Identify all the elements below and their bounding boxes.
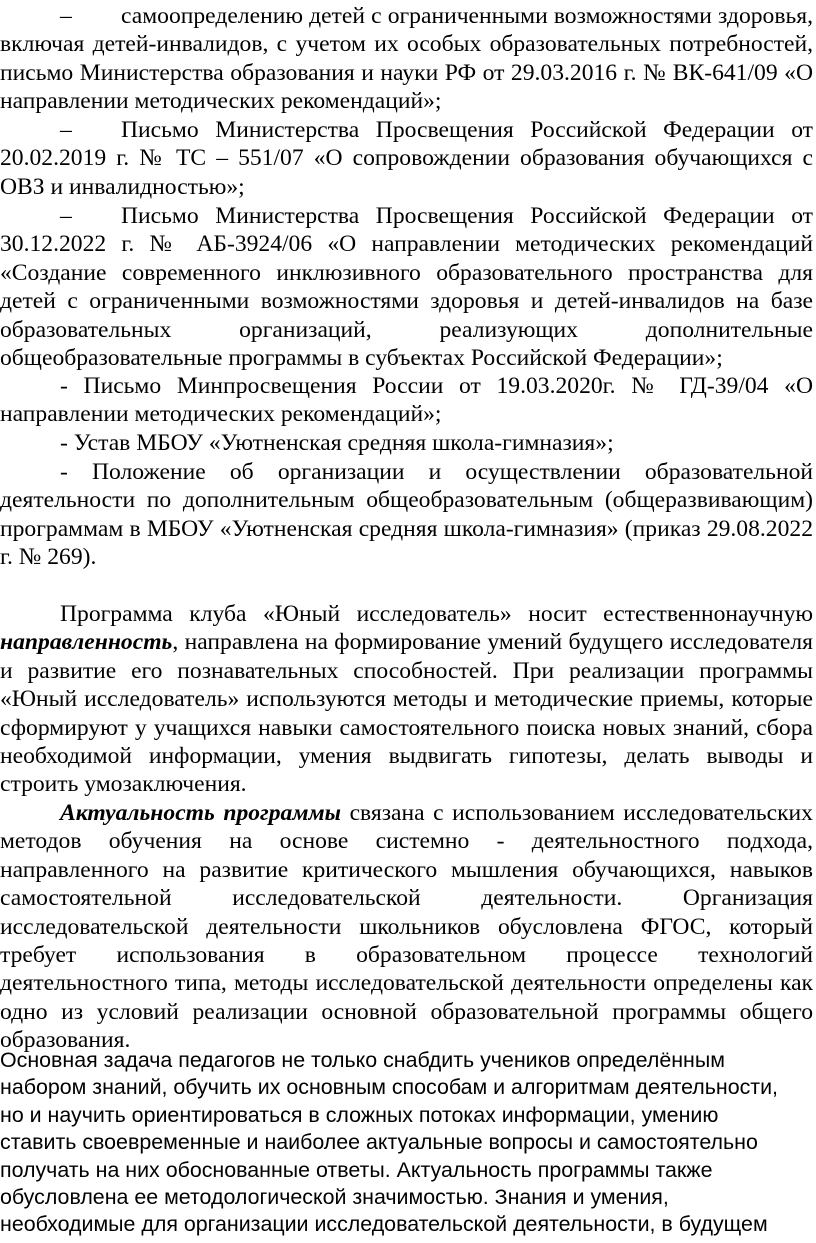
list-item-text: Письмо Министерства Просвещения Российской Федерации от 20.02.2019 г. № ТС – 551/07 «О сопровождении образования обучающихся с ОВЗ и инвалидностью»;: [0, 117, 813, 200]
final-paragraph: Основная задача педагогов не только снабдить учеников определённым набором знаний, обучить их основным способам и алгоритмам деятельности, но и научить ориентироваться в сложных потоках информации, умению ставить своевременные и наиболее актуальные вопросы и самостоятельно получать на них обоснованные ответы. Актуальность программы также обусловлена ее методологической значимостью. Знания и умения, необходимые для организации исследовательской деятельности, в будущем: [0, 1048, 778, 1237]
list-item-text: Письмо Министерства Просвещения Российской Федерации от 30.12.2022 г. № АБ-3924/06 «О направлении методических рекомендаций «Создание современного инклюзивного образовательного пространства для детей с ограниченными возможностями здоровья и детей-инвалидов на базе образовательных организаций, реализующих дополнительные общеобразовательные программы в субъектах Российской Федерации»;: [0, 203, 813, 372]
focus-text-before: Программа клуба «Юный исследователь» носит естественнонаучную: [60, 601, 813, 627]
list-dash: –: [60, 3, 72, 29]
list-item: - Устав МБОУ «Уютненская средняя школа-гимназия»;: [60, 430, 614, 456]
focus-emphasis: направленность: [0, 629, 173, 656]
focus-paragraph: [0, 600, 813, 799]
list-item: [0, 202, 813, 372]
list-item: [0, 2, 813, 116]
list-dash: –: [60, 117, 72, 143]
list-item: - Положение об организации и осуществлении образовательной деятельности по дополнительным общеобразовательным (общеразвивающим) программам в МБОУ «Уютненская средняя школа-гимназия» (приказ 29.08.2022 г. № 269).: [0, 459, 813, 571]
focus-text-after: , направлена на формирование умений будущего исследователя и развитие его познавательных способностей. При реализации программы «Юный исследователь» используются методы и методические приемы, которые сформируют у учащихся навыки самостоятельного поиска новых знаний, сбора необходимой информации, умения выдвигать гипотезы, делать выводы и строить умозаключения.: [0, 629, 813, 798]
list-dash: –: [60, 203, 72, 229]
relevance-paragraph: [0, 799, 813, 1055]
list-item: - Письмо Минпросвещения России от 19.03.2020г. № ГД-39/04 «О направлении методических рекомендаций»;: [0, 373, 813, 428]
list-item-text: самоопределению детей с ограниченными возможностями здоровья, включая детей-инвалидов, с учетом их особых образовательных потребностей, письмо Министерства образования и науки РФ от 29.03.2016 г. № ВК-641/09 «О направлении методических рекомендаций»;: [0, 3, 813, 115]
list-item: [0, 116, 813, 201]
relevance-emphasis: Актуальность программы: [60, 800, 342, 826]
relevance-text: связана с использованием исследовательских методов обучения на основе системно - деятельностного подхода, направленного на развитие критического мышления обучающихся, навыков самостоятельной исследовательской деятельности. Организация исследовательской деятельности школьников обусловлена ФГОС, который требует использования в образовательном процессе технологий деятельностного типа, методы исследовательской деятельности определены как одно из условий реализации основной образовательной программы общего образования.: [0, 800, 813, 1054]
